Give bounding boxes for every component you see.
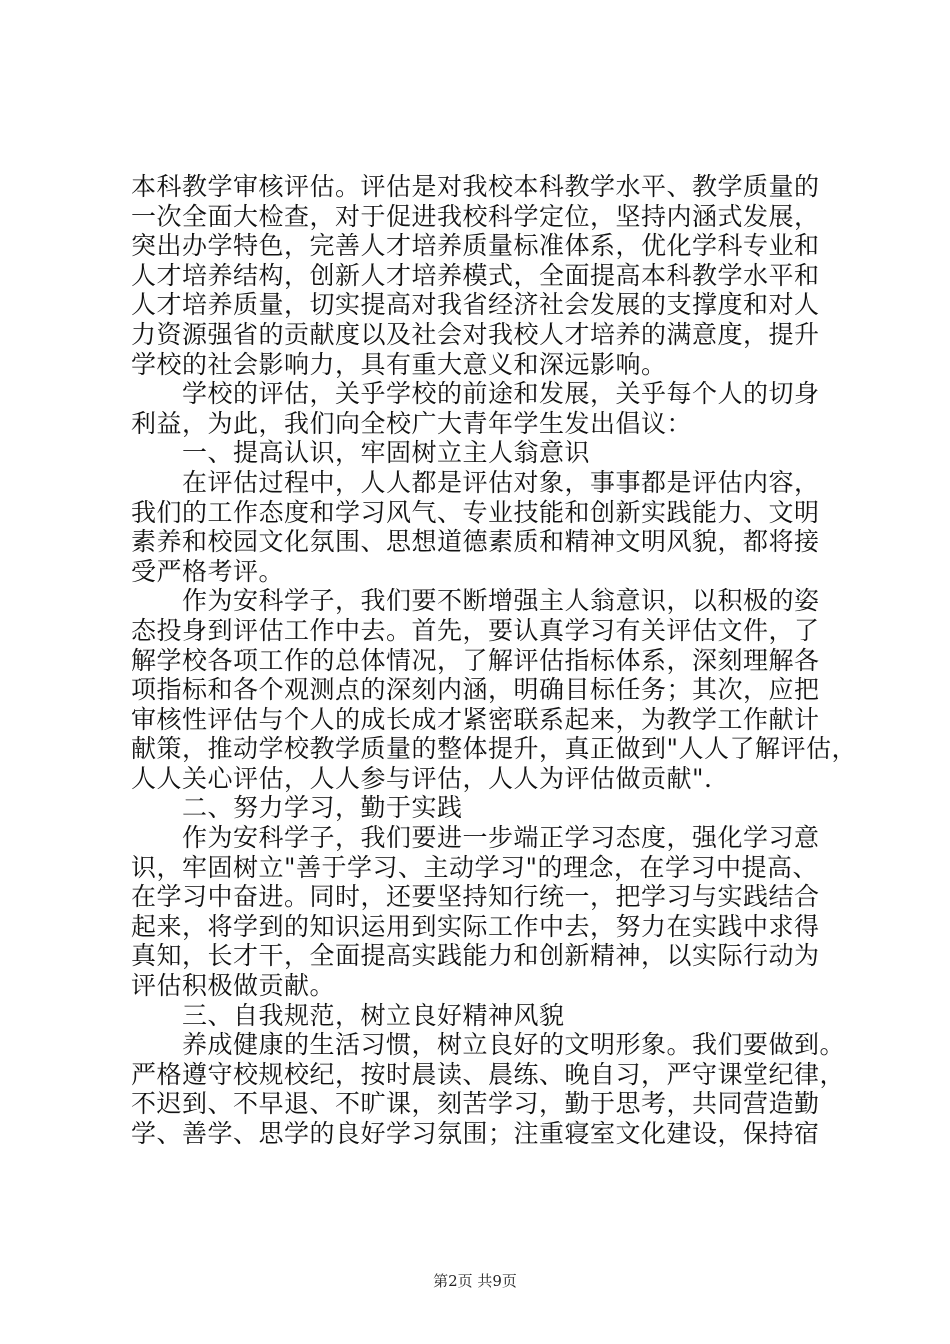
text-line: 项指标和各个观测点的深刻内涵，明确目标任务；其次，应把 (131, 675, 820, 705)
text-line: 真知，长才干，全面提高实践能力和创新精神，以实际行动为 (131, 941, 820, 971)
text-line: 学、善学、思学的良好学习氛围；注重寝室文化建设，保持宿 (131, 1119, 820, 1148)
text-line: 在评估过程中，人人都是评估对象，事事都是评估内容， (131, 467, 820, 497)
text-line: 人才培养结构，创新人才培养模式，全面提高本科教学水平和 (131, 260, 820, 290)
text-line: 严格遵守校规校纪，按时晨读、晨练、晚自习，严守课堂纪律， (131, 1059, 846, 1089)
text-line: 利益，为此，我们向全校广大青年学生发出倡议： (131, 408, 693, 438)
text-line: 评估积极做贡献。 (131, 971, 336, 1001)
text-line: 态投身到评估工作中去。首先，要认真学习有关评估文件，了 (131, 615, 820, 645)
text-line: 一次全面大检查，对于促进我校科学定位，坚持内涵式发展， (131, 201, 820, 231)
text-line: 我们的工作态度和学习风气、专业技能和创新实践能力、文明 (131, 497, 820, 527)
page-number-indicator: 第2页 共9页 (433, 1272, 517, 1290)
text-line: 审核性评估与个人的成长成才紧密联系起来，为教学工作献计 (131, 704, 820, 734)
text-line: 学校的评估，关乎学校的前途和发展，关乎每个人的切身 (131, 379, 820, 409)
text-line: 力资源强省的贡献度以及社会对我校人才培养的满意度，提升 (131, 319, 820, 349)
text-line: 人人关心评估，人人参与评估，人人为评估做贡献". (131, 763, 713, 793)
text-line: 学校的社会影响力，具有重大意义和深远影响。 (131, 349, 667, 379)
text-line: 本科教学审核评估。评估是对我校本科教学水平、教学质量的 (131, 172, 820, 201)
text-line: 解学校各项工作的总体情况，了解评估指标体系，深刻理解各 (131, 645, 820, 675)
text-line: 作为安科学子，我们要进一步端正学习态度，强化学习意 (131, 823, 820, 853)
text-line: 作为安科学子，我们要不断增强主人翁意识，以积极的姿 (131, 586, 820, 616)
page-footer (0, 1270, 950, 1291)
text-line: 受严格考评。 (131, 556, 285, 586)
text-line: 献策，推动学校教学质量的整体提升，真正做到"人人了解评估， (131, 734, 858, 764)
text-line: 识，牢固树立"善于学习、主动学习"的理念，在学习中提高、 (131, 852, 819, 882)
text-line: 三、自我规范，树立良好精神风貌 (131, 1000, 565, 1030)
text-line: 在学习中奋进。同时，还要坚持知行统一，把学习与实践结合 (131, 882, 820, 912)
text-line: 起来，将学到的知识运用到实际工作中去，努力在实践中求得 (131, 911, 820, 941)
text-line: 不迟到、不早退、不旷课，刻苦学习，勤于思考，共同营造勤 (131, 1089, 820, 1119)
text-line: 一、提高认识，牢固树立主人翁意识 (131, 438, 591, 468)
text-line: 素养和校园文化氛围、思想道德素质和精神文明风貌，都将接 (131, 527, 820, 557)
text-line: 人才培养质量，切实提高对我省经济社会发展的支撑度和对人 (131, 290, 820, 320)
text-line: 养成健康的生活习惯，树立良好的文明形象。我们要做到。 (131, 1030, 846, 1060)
document-body (131, 172, 858, 1149)
text-line: 二、努力学习，勤于实践 (131, 793, 463, 823)
text-line: 突出办学特色，完善人才培养质量标准体系，优化学科专业和 (131, 231, 820, 261)
